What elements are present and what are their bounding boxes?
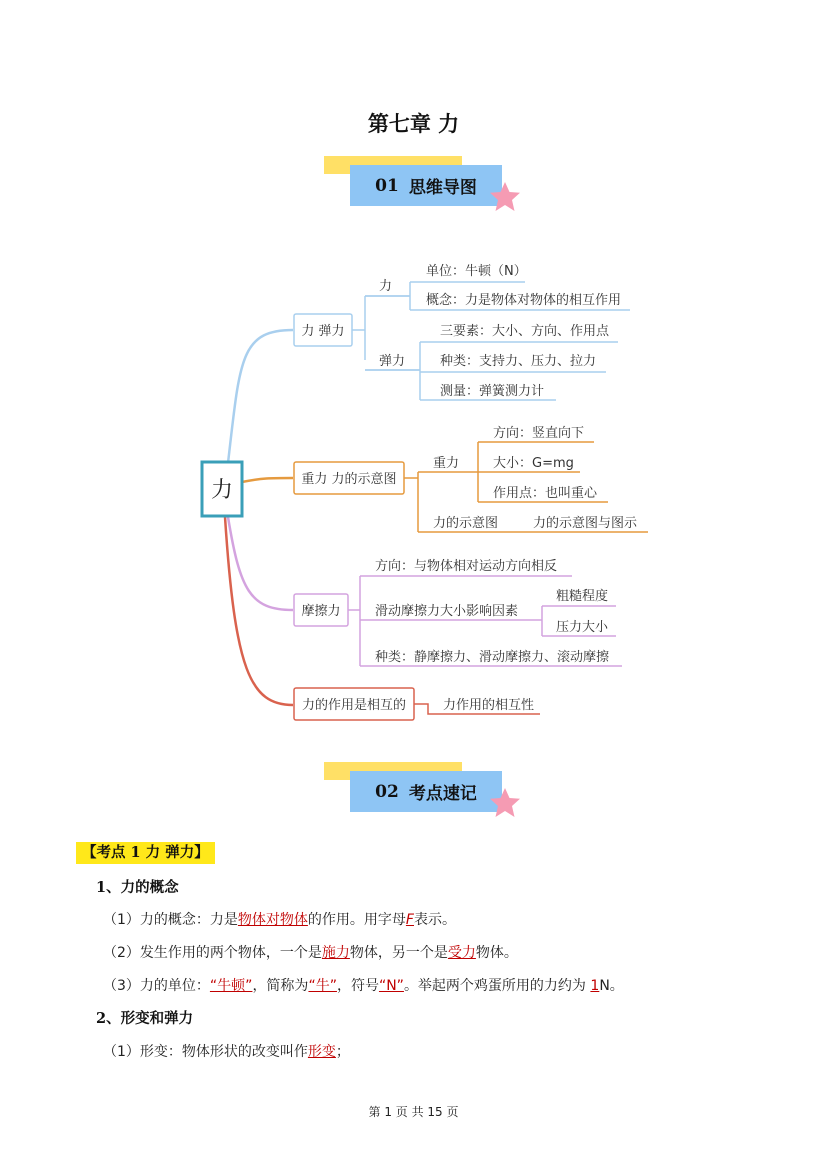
node-gravity: 重力 <box>433 456 460 471</box>
text: ，简称为 <box>252 978 309 994</box>
answer-blank: F <box>405 912 414 928</box>
paragraph-deformation <box>103 1041 350 1061</box>
text: N。 <box>599 978 624 994</box>
text: 表示。 <box>413 912 456 928</box>
node-three-elements: 三要素：大小、方向、作用点 <box>440 324 610 339</box>
text: 。举起两个鸡蛋所用的力约为 <box>403 978 591 994</box>
star-icon <box>488 786 522 820</box>
mind-map <box>0 240 827 730</box>
node-elastic: 弹力 <box>379 354 406 369</box>
text: ，符号 <box>336 978 379 994</box>
node-friction-kinds: 种类：静摩擦力、滑动摩擦力、滚动摩擦 <box>375 650 610 665</box>
text: ； <box>335 1044 350 1060</box>
node-roughness: 粗糙程度 <box>556 589 609 604</box>
subheading-deformation-elastic: 2、形变和弹力 <box>96 1010 194 1027</box>
text: 物体。 <box>475 945 518 961</box>
node-gravity-point: 作用点：也叫重心 <box>493 486 598 501</box>
answer-blank: “牛” <box>308 978 337 994</box>
branch-friction: 摩擦力 <box>301 604 341 619</box>
page-title: 第七章 力 <box>367 111 460 136</box>
banner-label <box>350 771 502 812</box>
text: （2）发生作用的两个物体，一个是 <box>103 945 322 961</box>
node-unit: 单位：牛顿（N） <box>426 264 527 279</box>
node-pressure: 压力大小 <box>556 620 609 635</box>
banner-text: 思维导图 <box>408 178 477 198</box>
branch-gravity-diagram: 重力 力的示意图 <box>301 472 397 487</box>
answer-blank: 受力 <box>447 945 476 961</box>
paragraph-force-definition <box>103 909 456 929</box>
paragraph-two-objects <box>103 942 518 962</box>
answer-blank: “N” <box>378 978 404 994</box>
text: 的作用。用字母 <box>307 912 406 928</box>
answer-blank: 物体对物体 <box>237 912 308 928</box>
section-banner-keypoints <box>322 762 522 830</box>
branch-mutual-action: 力的作用是相互的 <box>301 698 407 713</box>
node-force: 力 <box>379 279 393 294</box>
node-elastic-kinds: 种类：支持力、压力、拉力 <box>440 354 597 369</box>
node-gravity-direction: 方向：竖直向下 <box>493 426 585 441</box>
page-footer: 第 1 页 共 15 页 <box>368 1105 459 1119</box>
text: （1）形变：物体形状的改变叫作 <box>103 1044 308 1060</box>
subheading-force-concept: 1、力的概念 <box>96 879 179 896</box>
node-gravity-size: 大小：G=mg <box>493 456 574 471</box>
node-force-diagram: 力的示意图 <box>433 516 499 531</box>
paragraph-force-unit <box>103 975 624 995</box>
node-mutuality: 力作用的相互性 <box>443 698 535 713</box>
text: （1）力的概念：力是 <box>103 912 238 928</box>
text: 物体，另一个是 <box>349 945 448 961</box>
text: （3）力的单位： <box>103 978 210 994</box>
banner-text: 考点速记 <box>408 784 477 804</box>
answer-blank: 1 <box>590 978 600 994</box>
banner-number: 01 <box>375 175 399 196</box>
node-friction-direction: 方向：与物体相对运动方向相反 <box>375 559 558 574</box>
section-banner-mindmap <box>322 156 522 224</box>
answer-blank: “牛顿” <box>209 978 253 994</box>
banner-number: 02 <box>375 781 399 802</box>
answer-blank: 形变 <box>307 1044 336 1060</box>
node-diagram-vs-illustration: 力的示意图与图示 <box>533 516 638 531</box>
keypoint-heading: 【考点 1 力 弹力】 <box>76 842 215 864</box>
star-icon <box>488 180 522 214</box>
node-concept: 概念：力是物体对物体的相互作用 <box>426 293 622 308</box>
branch-force-elastic: 力 弹力 <box>301 324 345 339</box>
answer-blank: 施力 <box>321 945 350 961</box>
mindmap-root: 力 <box>210 478 234 503</box>
banner-label <box>350 165 502 206</box>
node-friction-factors: 滑动摩擦力大小影响因素 <box>375 604 519 619</box>
node-measure: 测量：弹簧测力计 <box>440 384 545 399</box>
